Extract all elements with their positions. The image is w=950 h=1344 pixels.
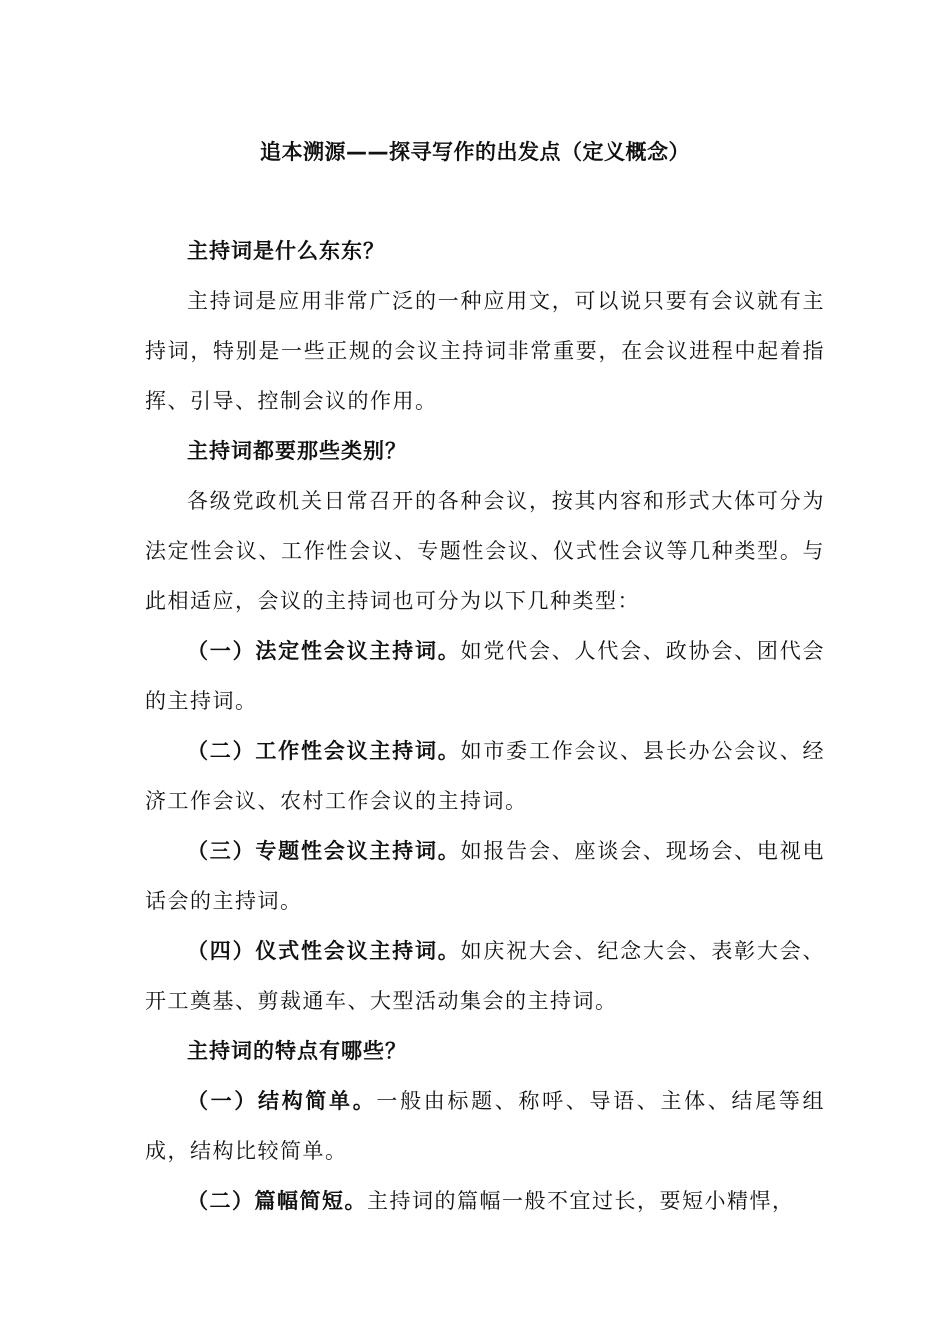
type-item-lead: （四）仪式性会议主持词。 (187, 938, 461, 963)
type-item-text: 如庆祝大会、纪念大会、表彰大会、开工奠基、剪裁通车、大型活动集会的主持词。 (145, 939, 826, 1013)
type-item-4 (145, 926, 825, 1026)
feature-item-lead: （二）篇幅简短。 (187, 1188, 367, 1213)
document-title: 追本溯源——探寻写作的出发点（定义概念） (260, 140, 690, 164)
section-heading-what: 主持词是什么东东？ (187, 238, 385, 263)
paragraph-what: 主持词是应用非常广泛的一种应用文，可以说只要有会议就有主持词，特别是一些正规的会议主持词非常重要，在会议进程中起着指挥、引导、控制会议的作用。 (145, 289, 825, 413)
feature-item-2 (145, 1176, 825, 1226)
type-item-3 (145, 826, 825, 926)
type-item-text: 如市委工作会议、县长办公会议、经济工作会议、农村工作会议的主持词。 (145, 739, 826, 813)
section-heading-types: 主持词都要那些类别？ (187, 438, 407, 463)
type-item-lead: （二）工作性会议主持词。 (187, 738, 461, 763)
type-item-lead: （一）法定性会议主持词。 (187, 638, 461, 663)
type-item-2 (145, 726, 825, 826)
type-item-text: 如党代会、人代会、政协会、团代会的主持词。 (145, 639, 826, 713)
paragraph-types: 各级党政机关日常召开的各种会议，按其内容和形式大体可分为法定性会议、工作性会议、专题性会议、仪式性会议等几种类型。与此相适应，会议的主持词也可分为以下几种类型： (145, 489, 825, 613)
feature-item-1 (145, 1076, 825, 1176)
feature-item-lead: （一）结构简单。 (187, 1088, 377, 1113)
document-body (145, 226, 825, 1226)
type-item-1 (145, 626, 825, 726)
feature-item-text: 一般由标题、称呼、导语、主体、结尾等组成，结构比较简单。 (145, 1089, 826, 1163)
type-item-text: 如报告会、座谈会、现场会、电视电话会的主持词。 (145, 839, 826, 913)
type-item-lead: （三）专题性会议主持词。 (187, 838, 461, 863)
section-heading-features: 主持词的特点有哪些？ (187, 1038, 407, 1063)
feature-item-text: 主持词的篇幅一般不宜过长，要短小精悍， (367, 1189, 795, 1213)
